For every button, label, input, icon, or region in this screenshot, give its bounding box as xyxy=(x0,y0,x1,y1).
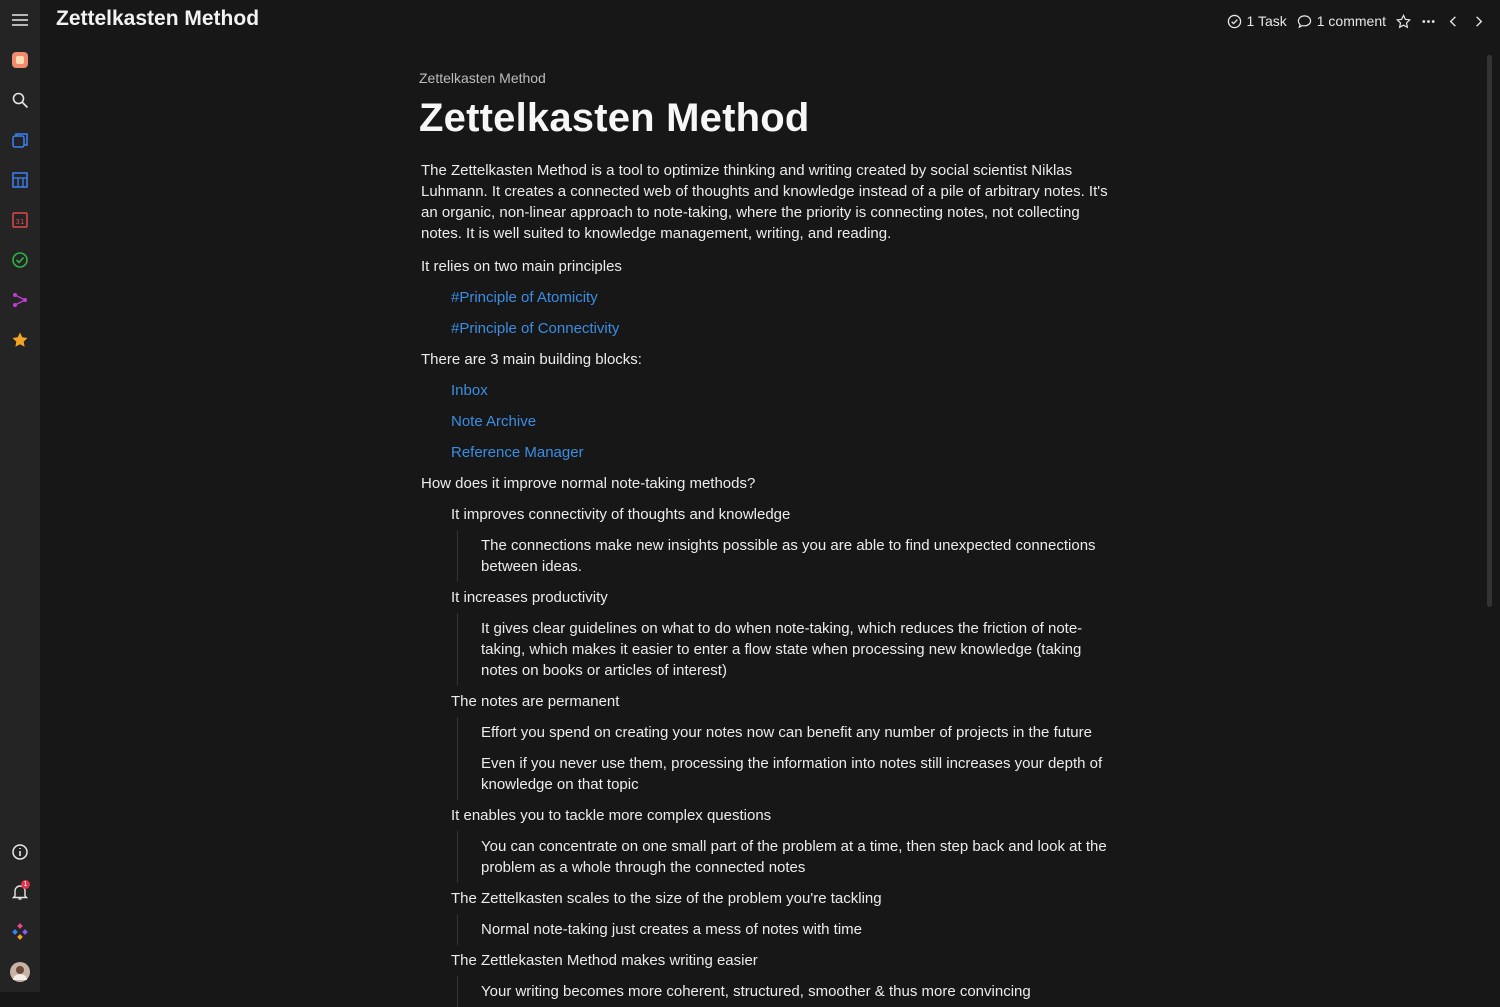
chevron-left-icon xyxy=(1446,14,1461,29)
page-title[interactable]: Zettelkasten Method xyxy=(419,96,810,140)
task-button[interactable] xyxy=(1227,13,1287,29)
notification-badge: 1 xyxy=(21,880,30,889)
sidebar xyxy=(0,0,40,992)
list-item[interactable]: It enables you to tackle more complex questions xyxy=(451,807,772,824)
apps-icon[interactable] xyxy=(8,920,32,944)
favorite-button[interactable] xyxy=(1396,14,1411,29)
forward-button[interactable] xyxy=(1471,14,1486,29)
reference-manager-link[interactable]: Reference Manager xyxy=(451,444,584,461)
list-item[interactable]: The Zettlekasten Method makes writing easier xyxy=(451,952,758,969)
svg-text:31: 31 xyxy=(15,218,25,226)
graph-icon[interactable] xyxy=(8,288,32,312)
list-item[interactable]: The Zettelkasten scales to the size of the problem you're tackling xyxy=(451,890,882,907)
star-icon[interactable] xyxy=(8,328,32,352)
intro-paragraph[interactable]: The Zettelkasten Method is a tool to optimize thinking and writing created by social scientist Niklas Luhmann. It creates a connected web of thoughts and knowledge instead of a pile of arbitrary notes. It's an organic, non-linear approach to note-taking, where the priority is connecting notes, not collecting notes. It is well suited to knowledge management, writing, and reading. xyxy=(421,162,1108,242)
document-title: Zettelkasten Method xyxy=(56,7,260,30)
scrollbar[interactable] xyxy=(1487,55,1492,607)
page-content xyxy=(419,70,1109,1007)
notes-icon[interactable] xyxy=(8,128,32,152)
list-item-detail[interactable]: Even if you never use them, processing the information into notes still increases your depth of knowledge on that topic xyxy=(419,748,1109,800)
more-button[interactable] xyxy=(1421,14,1436,29)
more-icon xyxy=(1421,14,1436,29)
principle-atomicity-link[interactable]: #Principle of Atomicity xyxy=(451,289,598,306)
table-icon[interactable] xyxy=(8,168,32,192)
list-item-detail[interactable]: Effort you spend on creating your notes now can benefit any number of projects in the future xyxy=(419,717,1109,748)
back-button[interactable] xyxy=(1446,14,1461,29)
check-circle-icon xyxy=(1227,14,1242,29)
calendar-icon[interactable] xyxy=(8,208,32,232)
comment-label: 1 comment xyxy=(1316,13,1386,29)
chevron-right-icon xyxy=(1471,14,1486,29)
bell-icon[interactable] xyxy=(8,880,32,904)
list-item[interactable]: It increases productivity xyxy=(451,589,608,606)
list-item-detail[interactable]: Your writing becomes more coherent, structured, smoother & thus more convincing xyxy=(419,976,1109,1007)
improve-heading[interactable]: How does it improve normal note-taking methods? xyxy=(421,475,756,492)
breadcrumb[interactable]: Zettelkasten Method xyxy=(419,70,546,86)
task-label: 1 Task xyxy=(1246,13,1287,29)
inbox-link[interactable]: Inbox xyxy=(451,382,488,399)
list-item-detail[interactable]: It gives clear guidelines on what to do when note-taking, which reduces the friction of note-taking, which makes it easier to enter a flow state when processing new knowledge (taking notes on books or articles of interest) xyxy=(419,613,1109,686)
list-item-detail[interactable]: The connections make new insights possible as you are able to find unexpected connections between ideas. xyxy=(419,530,1109,582)
principle-connectivity-link[interactable]: #Principle of Connectivity xyxy=(451,320,620,337)
search-icon[interactable] xyxy=(8,88,32,112)
blocks-heading[interactable]: There are 3 main building blocks: xyxy=(421,351,642,368)
info-icon[interactable] xyxy=(8,840,32,864)
star-outline-icon xyxy=(1396,14,1411,29)
list-item-detail[interactable]: Normal note-taking just creates a mess of notes with time xyxy=(419,914,1109,945)
tasks-icon[interactable] xyxy=(8,248,32,272)
menu-icon[interactable] xyxy=(8,8,32,32)
avatar[interactable] xyxy=(8,960,32,984)
home-icon[interactable] xyxy=(8,48,32,72)
list-item-detail[interactable]: You can concentrate on one small part of the problem at a time, then step back and look at the problem as a whole through the connected notes xyxy=(419,831,1109,883)
list-item[interactable]: The notes are permanent xyxy=(451,693,620,710)
list-item[interactable]: It improves connectivity of thoughts and knowledge xyxy=(451,506,791,523)
comment-icon xyxy=(1297,14,1312,29)
comment-button[interactable] xyxy=(1297,13,1386,29)
note-archive-link[interactable]: Note Archive xyxy=(451,413,537,430)
toolbar xyxy=(1227,10,1486,32)
principles-heading[interactable]: It relies on two main principles xyxy=(421,258,622,275)
